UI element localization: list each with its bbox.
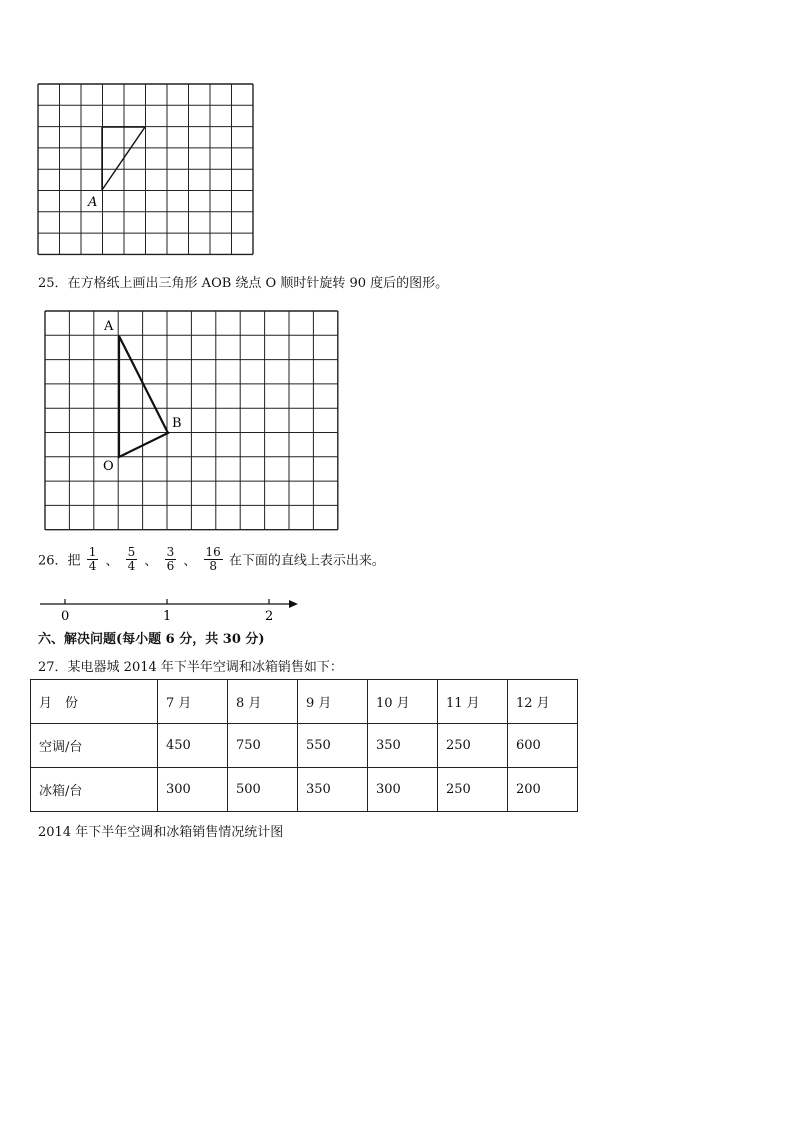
chart-caption: 2014 年下半年空调和冰箱销售情况统计图 [38, 825, 284, 840]
table-row [31, 724, 578, 768]
table-header-cell: 9 月 [298, 680, 368, 724]
tick-label-2: 2 [265, 609, 274, 624]
fraction-5-4: $\frac{5}{4}$ [127, 545, 136, 573]
vertex-label-o: O [103, 459, 114, 474]
table-header-label: 月 份 [31, 680, 158, 724]
grid-1-point-label-a: A [88, 195, 98, 210]
question-27-text: 27．某电器城 2014 年下半年空调和冰箱销售如下： [38, 660, 343, 675]
separator: 、 [183, 553, 197, 569]
table-cell: 550 [298, 724, 368, 768]
question-26-prefix: 26．把 [38, 553, 81, 569]
row-label: 空调/台 [31, 724, 158, 768]
fraction-1-4: $\frac{1}{4}$ [88, 545, 97, 573]
row-label: 冰箱/台 [31, 768, 158, 812]
tick-label-1: 1 [163, 609, 172, 624]
table-cell: 350 [368, 724, 438, 768]
vertex-label-a: A [104, 319, 114, 334]
table-cell: 250 [438, 768, 508, 812]
table-cell: 750 [228, 724, 298, 768]
table-header-cell: 8 月 [228, 680, 298, 724]
table-header-row [31, 680, 578, 724]
vertex-label-b: B [172, 416, 182, 431]
table-cell: 500 [228, 768, 298, 812]
table-cell: 200 [508, 768, 578, 812]
number-line-arrow-icon [289, 600, 298, 608]
table-header-cell: 7 月 [158, 680, 228, 724]
table-cell: 450 [158, 724, 228, 768]
table-cell: 300 [158, 768, 228, 812]
table-header-cell: 10 月 [368, 680, 438, 724]
tick-label-0: 0 [61, 609, 70, 624]
section-6-title: 六、解决问题(每小题 6 分，共 30 分) [38, 632, 265, 647]
question-25-text: 25．在方格纸上画出三角形 AOB 绕点 O 顺时针旋转 90 度后的图形。 [38, 276, 449, 291]
table-row [31, 768, 578, 812]
fraction-3-6: $\frac{3}{6}$ [166, 545, 175, 573]
table-cell: 300 [368, 768, 438, 812]
question-26-suffix: 在下面的直线上表示出来。 [228, 553, 385, 569]
separator: 、 [144, 553, 158, 569]
table-header-cell: 12 月 [508, 680, 578, 724]
table-cell: 600 [508, 724, 578, 768]
separator: 、 [105, 553, 119, 569]
fraction-16-8: $\frac{16}{8}$ [205, 545, 221, 573]
sales-table [30, 679, 578, 812]
table-cell: 350 [298, 768, 368, 812]
table-cell: 250 [438, 724, 508, 768]
table-header-cell: 11 月 [438, 680, 508, 724]
